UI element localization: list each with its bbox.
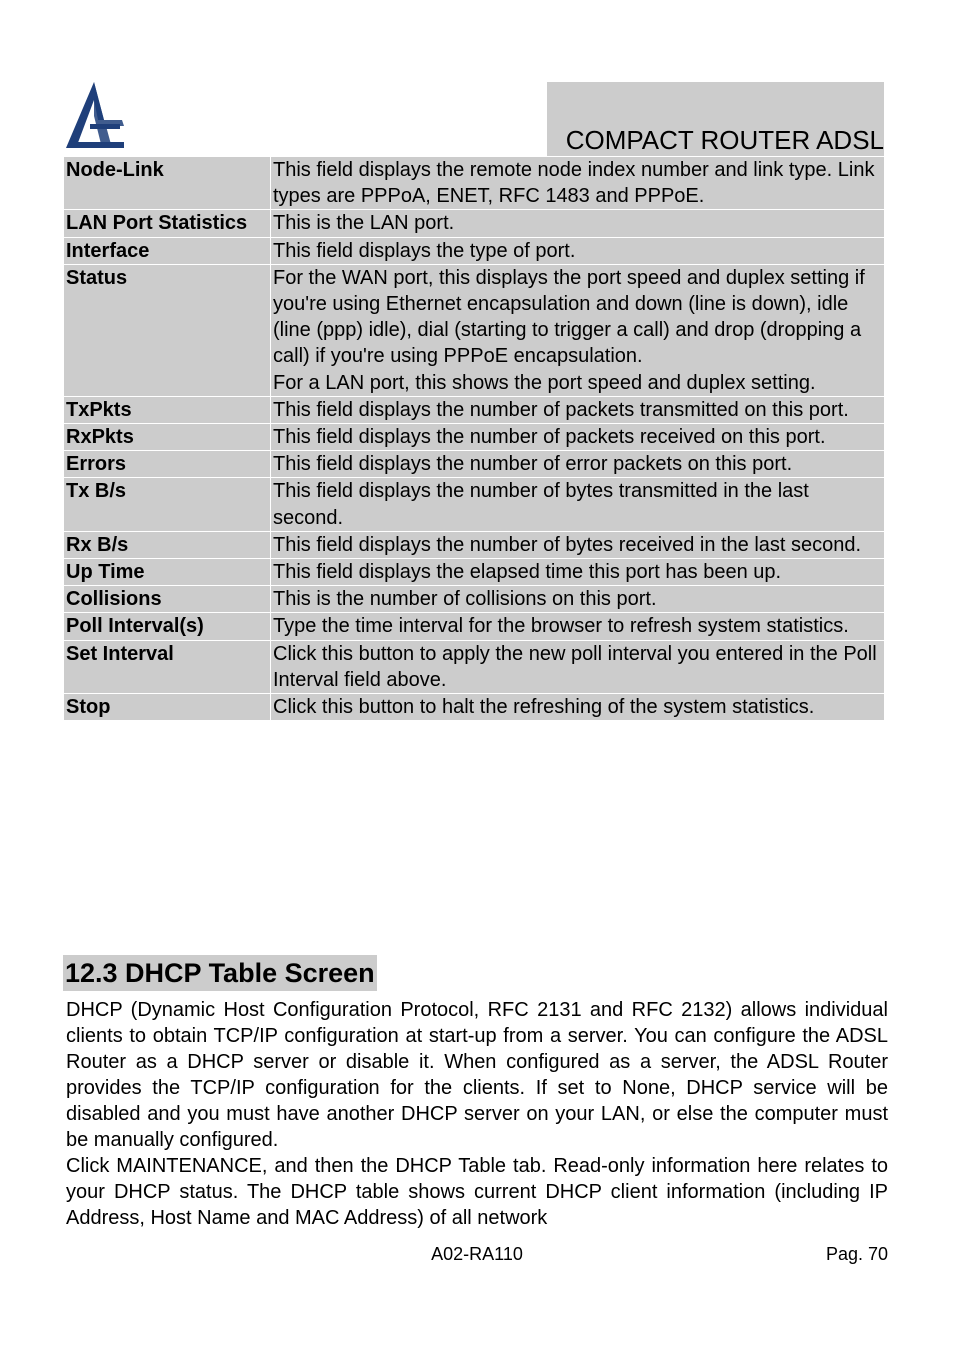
- field-term: Status: [64, 264, 271, 396]
- field-term: Errors: [64, 451, 271, 478]
- table-row: [64, 237, 885, 264]
- field-description: This field displays the elapsed time this port has been up.: [271, 559, 885, 586]
- table-row: [64, 264, 885, 396]
- page-header-title: COMPACT ROUTER ADSL: [565, 125, 884, 155]
- field-description: This is the number of collisions on this port.: [271, 586, 885, 613]
- table-row: [64, 613, 885, 640]
- field-term: Rx B/s: [64, 531, 271, 558]
- field-description-table: [63, 156, 885, 721]
- field-description: [271, 264, 885, 396]
- field-description: This field displays the number of bytes transmitted in the last second.: [271, 478, 885, 531]
- table-row: [64, 210, 885, 237]
- field-term: Stop: [64, 694, 271, 721]
- field-description: This field displays the number of packets received on this port.: [271, 424, 885, 451]
- field-description: This field displays the number of error packets on this port.: [271, 451, 885, 478]
- field-term: Interface: [64, 237, 271, 264]
- field-term: Node-Link: [64, 157, 271, 210]
- field-term: LAN Port Statistics: [64, 210, 271, 237]
- field-term: Tx B/s: [64, 478, 271, 531]
- table-row: [64, 478, 885, 531]
- field-term: RxPkts: [64, 424, 271, 451]
- table-row: [64, 531, 885, 558]
- atlantis-logo-icon: [64, 80, 126, 150]
- field-description-wan: For the WAN port, this displays the port speed and duplex setting if you're using Ethernet encapsulation and down (line is down), idle (line (ppp) idle), dial (starting to trigger a call) and drop (dropping a call) if you're using PPPoE encapsulation.: [273, 266, 865, 368]
- table-row: [64, 640, 885, 693]
- footer-doc-code: A02-RA110: [431, 1244, 523, 1264]
- field-term: Poll Interval(s): [64, 613, 271, 640]
- field-term: TxPkts: [64, 396, 271, 423]
- field-term: Up Time: [64, 559, 271, 586]
- field-description: Click this button to halt the refreshing of the system statistics.: [271, 694, 885, 721]
- field-description: This field displays the number of packets transmitted on this port.: [271, 396, 885, 423]
- table-row: [64, 157, 885, 210]
- table-row: [64, 451, 885, 478]
- table-row: [64, 396, 885, 423]
- field-description: This field displays the type of port.: [271, 237, 885, 264]
- table-row: [64, 586, 885, 613]
- section-heading: 12.3 DHCP Table Screen: [63, 955, 377, 991]
- table-row: [64, 694, 885, 721]
- section-body: [66, 997, 888, 1231]
- field-description-lan: For a LAN port, this shows the port speed and duplex setting.: [273, 371, 816, 394]
- field-description: Click this button to apply the new poll interval you entered in the Poll Interval field above.: [271, 640, 885, 693]
- field-term: Set Interval: [64, 640, 271, 693]
- field-description: This is the LAN port.: [271, 210, 885, 237]
- field-description: This field displays the remote node index number and link type. Link types are PPPoA, ENET, RFC 1483 and PPPoE.: [271, 157, 885, 210]
- field-term: Collisions: [64, 586, 271, 613]
- field-description: Type the time interval for the browser to refresh system statistics.: [271, 613, 885, 640]
- body-paragraph: Click MAINTENANCE, and then the DHCP Table tab. Read-only information here relates to your DHCP status. The DHCP table shows current DHCP client information (including IP Address, Host Name and MAC Address) of all network: [66, 1155, 888, 1229]
- body-paragraph: DHCP (Dynamic Host Configuration Protocol, RFC 2131 and RFC 2132) allows individual clients to obtain TCP/IP configuration at start-up from a server. You can configure the ADSL Router as a DHCP server or disable it. When configured as a server, the ADSL Router provides the TCP/IP configuration for the clients. If set to None, DHCP service will be disabled and you must have another DHCP server on your LAN, or else the computer must be manually configured.: [66, 999, 888, 1151]
- table-row: [64, 424, 885, 451]
- field-description: This field displays the number of bytes received in the last second.: [271, 531, 885, 558]
- footer-page-number: Pag. 70: [825, 1244, 888, 1264]
- table-row: [64, 559, 885, 586]
